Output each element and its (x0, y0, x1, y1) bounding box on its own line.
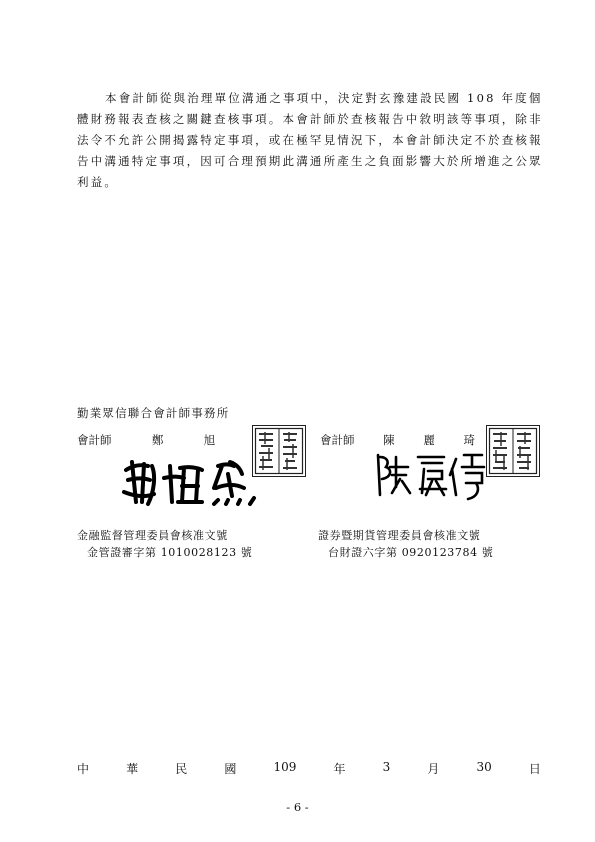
cpa-left-label (77, 432, 267, 448)
date-part: 國 (224, 762, 237, 776)
approval-right-line2: 台財證六字第 0920123784 號 (328, 546, 494, 559)
seal-stamp-right (486, 425, 540, 477)
paragraph-line: 之公眾利益。 (77, 154, 543, 189)
date-part: 月 (427, 762, 440, 776)
cpa-right-name-char: 麗 (423, 433, 435, 447)
signature-left (118, 452, 268, 512)
date-part: 年 (333, 762, 346, 776)
signature-right (372, 445, 492, 505)
approval-left-line2: 金管證審字第 1010028123 號 (87, 546, 253, 559)
date-part: 30 (476, 760, 492, 774)
approval-right (318, 527, 493, 561)
cpa-left-title: 會計師 (77, 433, 112, 447)
report-date (77, 760, 541, 777)
cpa-left-name-char: 旭 (203, 433, 216, 447)
date-part: 華 (126, 762, 139, 776)
approval-left (77, 527, 252, 561)
paragraph-line: 非法令不允許公開揭露特定事項，或在極罕見情況下，本會計師決定不於查 (77, 112, 543, 147)
page-number: - 6 - (286, 800, 309, 814)
cpa-right-name-char: 琦 (463, 433, 475, 447)
paragraph-line: 本會計師從與治理單位溝通之事項中，決定對玄豫建設民國 108 年度個 (105, 91, 543, 105)
paragraph-line: 核報告中溝通特定事項，因可合理預期此溝通所產生之負面影響大於所增進 (77, 133, 543, 168)
date-part: 中 (77, 762, 90, 776)
date-part: 3 (382, 760, 391, 774)
date-part: 109 (273, 760, 297, 774)
firm-name: 勤業眾信聯合會計師事務所 (77, 406, 230, 420)
date-part: 日 (528, 762, 541, 776)
date-part: 民 (175, 762, 188, 776)
approval-left-line1: 金融監督管理委員會核准文號 (77, 529, 228, 542)
cpa-right-name-char: 陳 (383, 433, 395, 447)
cpa-right-title: 會計師 (320, 433, 355, 447)
paragraph-line: 體財務報表查核之關鍵查核事項。本會計師於查核報告中敘明該等事項，除 (77, 112, 530, 126)
cpa-left-name-char: 鄭 (151, 433, 164, 447)
approval-right-line1: 證券暨期貨管理委員會核准文號 (318, 529, 481, 542)
kam-paragraph (77, 88, 547, 193)
